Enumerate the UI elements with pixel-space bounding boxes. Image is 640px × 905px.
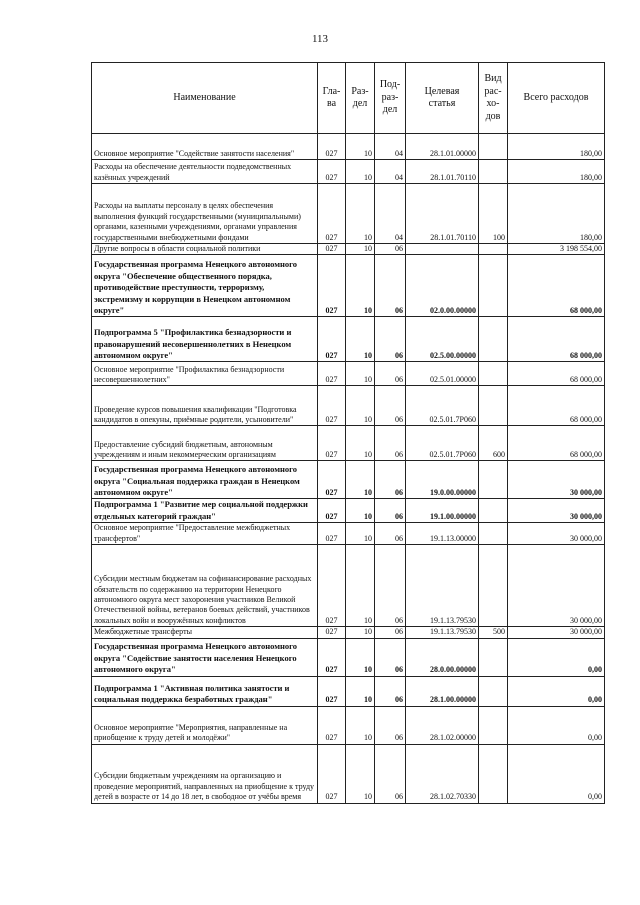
cell-total: 0,00 [508, 706, 605, 744]
table-row [92, 499, 605, 523]
cell-total: 3 198 554,00 [508, 244, 605, 255]
cell-section: 10 [346, 386, 375, 426]
cell-section: 10 [346, 744, 375, 803]
table-body [92, 134, 605, 804]
cell-subsection: 06 [375, 362, 406, 386]
cell-target: 02.5.01.7Р060 [406, 426, 479, 461]
cell-name: Другие вопросы в области социальной политики [92, 244, 318, 255]
cell-subsection: 06 [375, 255, 406, 317]
cell-expense-type [479, 676, 508, 706]
cell-chapter: 027 [318, 461, 346, 499]
cell-target: 28.1.01.70110 [406, 184, 479, 244]
cell-total: 30 000,00 [508, 627, 605, 638]
cell-chapter: 027 [318, 426, 346, 461]
table-row [92, 627, 605, 638]
cell-subsection: 06 [375, 627, 406, 638]
table-row [92, 386, 605, 426]
cell-total: 68 000,00 [508, 426, 605, 461]
table-row [92, 184, 605, 244]
cell-name: Основное мероприятие "Содействие занятости населения" [92, 134, 318, 160]
budget-table [91, 62, 605, 804]
cell-expense-type [479, 244, 508, 255]
cell-section: 10 [346, 706, 375, 744]
cell-name: Межбюджетные трансферты [92, 627, 318, 638]
cell-name: Подпрограмма 1 "Активная политика занятости и социальная поддержка безработных граждан" [92, 676, 318, 706]
header-subsection: Под- раз- дел [375, 63, 406, 134]
cell-total: 180,00 [508, 184, 605, 244]
cell-name: Основное мероприятие "Профилактика безнадзорности несовершеннолетних" [92, 362, 318, 386]
cell-target: 02.0.00.00000 [406, 255, 479, 317]
cell-subsection: 06 [375, 676, 406, 706]
cell-name: Расходы на выплаты персоналу в целях обеспечения выполнения функций государственными (муниципальными) органами, казенными учреждениями, органами управления государственными внебюджетными фондами [92, 184, 318, 244]
cell-subsection: 06 [375, 706, 406, 744]
table-row [92, 134, 605, 160]
header-section: Раз- дел [346, 63, 375, 134]
table-row [92, 255, 605, 317]
table-row [92, 160, 605, 184]
cell-chapter: 027 [318, 386, 346, 426]
cell-subsection: 06 [375, 386, 406, 426]
header-name: Наименование [92, 63, 318, 134]
cell-chapter: 027 [318, 362, 346, 386]
cell-target: 28.1.01.70110 [406, 160, 479, 184]
cell-target [406, 244, 479, 255]
cell-target: 28.0.00.00000 [406, 638, 479, 676]
table-row [92, 523, 605, 545]
cell-chapter: 027 [318, 317, 346, 362]
cell-chapter: 027 [318, 638, 346, 676]
cell-name: Основное мероприятие "Мероприятия, направленные на приобщение к труду детей и молодёжи" [92, 706, 318, 744]
cell-section: 10 [346, 317, 375, 362]
cell-name: Проведение курсов повышения квалификации "Подготовка кандидатов в опекуны, приёмные родители, усыновители" [92, 386, 318, 426]
cell-total: 30 000,00 [508, 545, 605, 627]
cell-target: 19.1.00.00000 [406, 499, 479, 523]
cell-name: Государственная программа Ненецкого автономного округа "Содействие занятости населения Ненецкого автономного округа" [92, 638, 318, 676]
table-row [92, 676, 605, 706]
cell-subsection: 06 [375, 744, 406, 803]
cell-section: 10 [346, 362, 375, 386]
cell-name: Подпрограмма 5 "Профилактика безнадзорности и правонарушений несовершеннолетних в Ненецком автономном округе" [92, 317, 318, 362]
cell-expense-type [479, 317, 508, 362]
cell-subsection: 06 [375, 426, 406, 461]
table-row [92, 317, 605, 362]
cell-target: 19.1.13.79530 [406, 627, 479, 638]
cell-expense-type [479, 545, 508, 627]
cell-subsection: 06 [375, 461, 406, 499]
cell-expense-type: 500 [479, 627, 508, 638]
cell-subsection: 06 [375, 638, 406, 676]
cell-section: 10 [346, 184, 375, 244]
cell-total: 30 000,00 [508, 461, 605, 499]
cell-name: Субсидии бюджетным учреждениям на организацию и проведение мероприятий, направленных на приобщение к труду детей в возрасте от 14 до 18 лет, в свободное от учёбы время [92, 744, 318, 803]
table-row [92, 426, 605, 461]
cell-subsection: 04 [375, 134, 406, 160]
cell-chapter: 027 [318, 706, 346, 744]
cell-chapter: 027 [318, 184, 346, 244]
cell-expense-type [479, 386, 508, 426]
cell-expense-type [479, 362, 508, 386]
cell-name: Государственная программа Ненецкого автономного округа "Социальная поддержка граждан в Ненецком автономном округе" [92, 461, 318, 499]
cell-expense-type: 600 [479, 426, 508, 461]
cell-expense-type [479, 706, 508, 744]
cell-name: Подпрограмма 1 "Развитие мер социальной поддержки отдельных категорий граждан" [92, 499, 318, 523]
cell-subsection: 06 [375, 499, 406, 523]
cell-expense-type: 100 [479, 184, 508, 244]
cell-target: 02.5.01.00000 [406, 362, 479, 386]
cell-name: Основное мероприятие "Предоставление межбюджетных трансфертов" [92, 523, 318, 545]
cell-expense-type [479, 255, 508, 317]
cell-expense-type [479, 160, 508, 184]
cell-chapter: 027 [318, 545, 346, 627]
cell-section: 10 [346, 545, 375, 627]
cell-target: 19.1.13.00000 [406, 523, 479, 545]
cell-expense-type [479, 461, 508, 499]
cell-section: 10 [346, 426, 375, 461]
cell-section: 10 [346, 255, 375, 317]
cell-section: 10 [346, 627, 375, 638]
table-row [92, 706, 605, 744]
cell-target: 28.1.01.00000 [406, 134, 479, 160]
cell-name: Предоставление субсидий бюджетным, автономным учреждениям и иным некоммерческим организациям [92, 426, 318, 461]
cell-total: 68 000,00 [508, 317, 605, 362]
header-row [92, 63, 605, 134]
cell-subsection: 06 [375, 244, 406, 255]
cell-target: 28.1.00.00000 [406, 676, 479, 706]
cell-section: 10 [346, 523, 375, 545]
cell-subsection: 04 [375, 160, 406, 184]
cell-expense-type [479, 638, 508, 676]
cell-chapter: 027 [318, 160, 346, 184]
cell-section: 10 [346, 461, 375, 499]
table-row [92, 362, 605, 386]
cell-section: 10 [346, 134, 375, 160]
cell-chapter: 027 [318, 627, 346, 638]
cell-name: Расходы на обеспечение деятельности подведомственных казённых учреждений [92, 160, 318, 184]
cell-subsection: 04 [375, 184, 406, 244]
cell-subsection: 06 [375, 545, 406, 627]
cell-total: 30 000,00 [508, 523, 605, 545]
cell-target: 02.5.01.7Р060 [406, 386, 479, 426]
cell-expense-type [479, 523, 508, 545]
cell-section: 10 [346, 676, 375, 706]
cell-section: 10 [346, 638, 375, 676]
cell-target: 28.1.02.00000 [406, 706, 479, 744]
cell-total: 180,00 [508, 134, 605, 160]
cell-chapter: 027 [318, 676, 346, 706]
cell-chapter: 027 [318, 499, 346, 523]
cell-expense-type [479, 744, 508, 803]
cell-subsection: 06 [375, 317, 406, 362]
cell-total: 68 000,00 [508, 255, 605, 317]
page-number: 113 [311, 33, 329, 45]
cell-total: 68 000,00 [508, 386, 605, 426]
table-row [92, 244, 605, 255]
cell-total: 30 000,00 [508, 499, 605, 523]
cell-chapter: 027 [318, 134, 346, 160]
header-chapter: Гла- ва [318, 63, 346, 134]
table-row [92, 744, 605, 803]
cell-expense-type [479, 134, 508, 160]
table-row [92, 461, 605, 499]
header-expense-type: Вид рас- хо- дов [479, 63, 508, 134]
table-row [92, 545, 605, 627]
cell-chapter: 027 [318, 523, 346, 545]
cell-target: 28.1.02.70330 [406, 744, 479, 803]
cell-total: 0,00 [508, 744, 605, 803]
cell-total: 0,00 [508, 676, 605, 706]
cell-name: Государственная программа Ненецкого автономного округа "Обеспечение общественного порядка, противодействие преступности, терроризму, экстремизму и коррупции в Ненецком автономном округе" [92, 255, 318, 317]
cell-chapter: 027 [318, 255, 346, 317]
cell-total: 68 000,00 [508, 362, 605, 386]
cell-target: 19.1.13.79530 [406, 545, 479, 627]
cell-target: 02.5.00.00000 [406, 317, 479, 362]
cell-subsection: 06 [375, 523, 406, 545]
table-row [92, 638, 605, 676]
cell-expense-type [479, 499, 508, 523]
cell-chapter: 027 [318, 244, 346, 255]
cell-target: 19.0.00.00000 [406, 461, 479, 499]
cell-name: Субсидии местным бюджетам на софинансирование расходных обязательств по содержанию на территории Ненецкого автономного округа мест захоронения участников Великой Отечественной войны, ветеранов боевых действий, участников локальных войн и вооружённых конфликтов [92, 545, 318, 627]
cell-section: 10 [346, 499, 375, 523]
cell-chapter: 027 [318, 744, 346, 803]
cell-section: 10 [346, 244, 375, 255]
header-total: Всего расходов [508, 63, 605, 134]
cell-section: 10 [346, 160, 375, 184]
header-target: Целевая статья [406, 63, 479, 134]
cell-total: 180,00 [508, 160, 605, 184]
cell-total: 0,00 [508, 638, 605, 676]
